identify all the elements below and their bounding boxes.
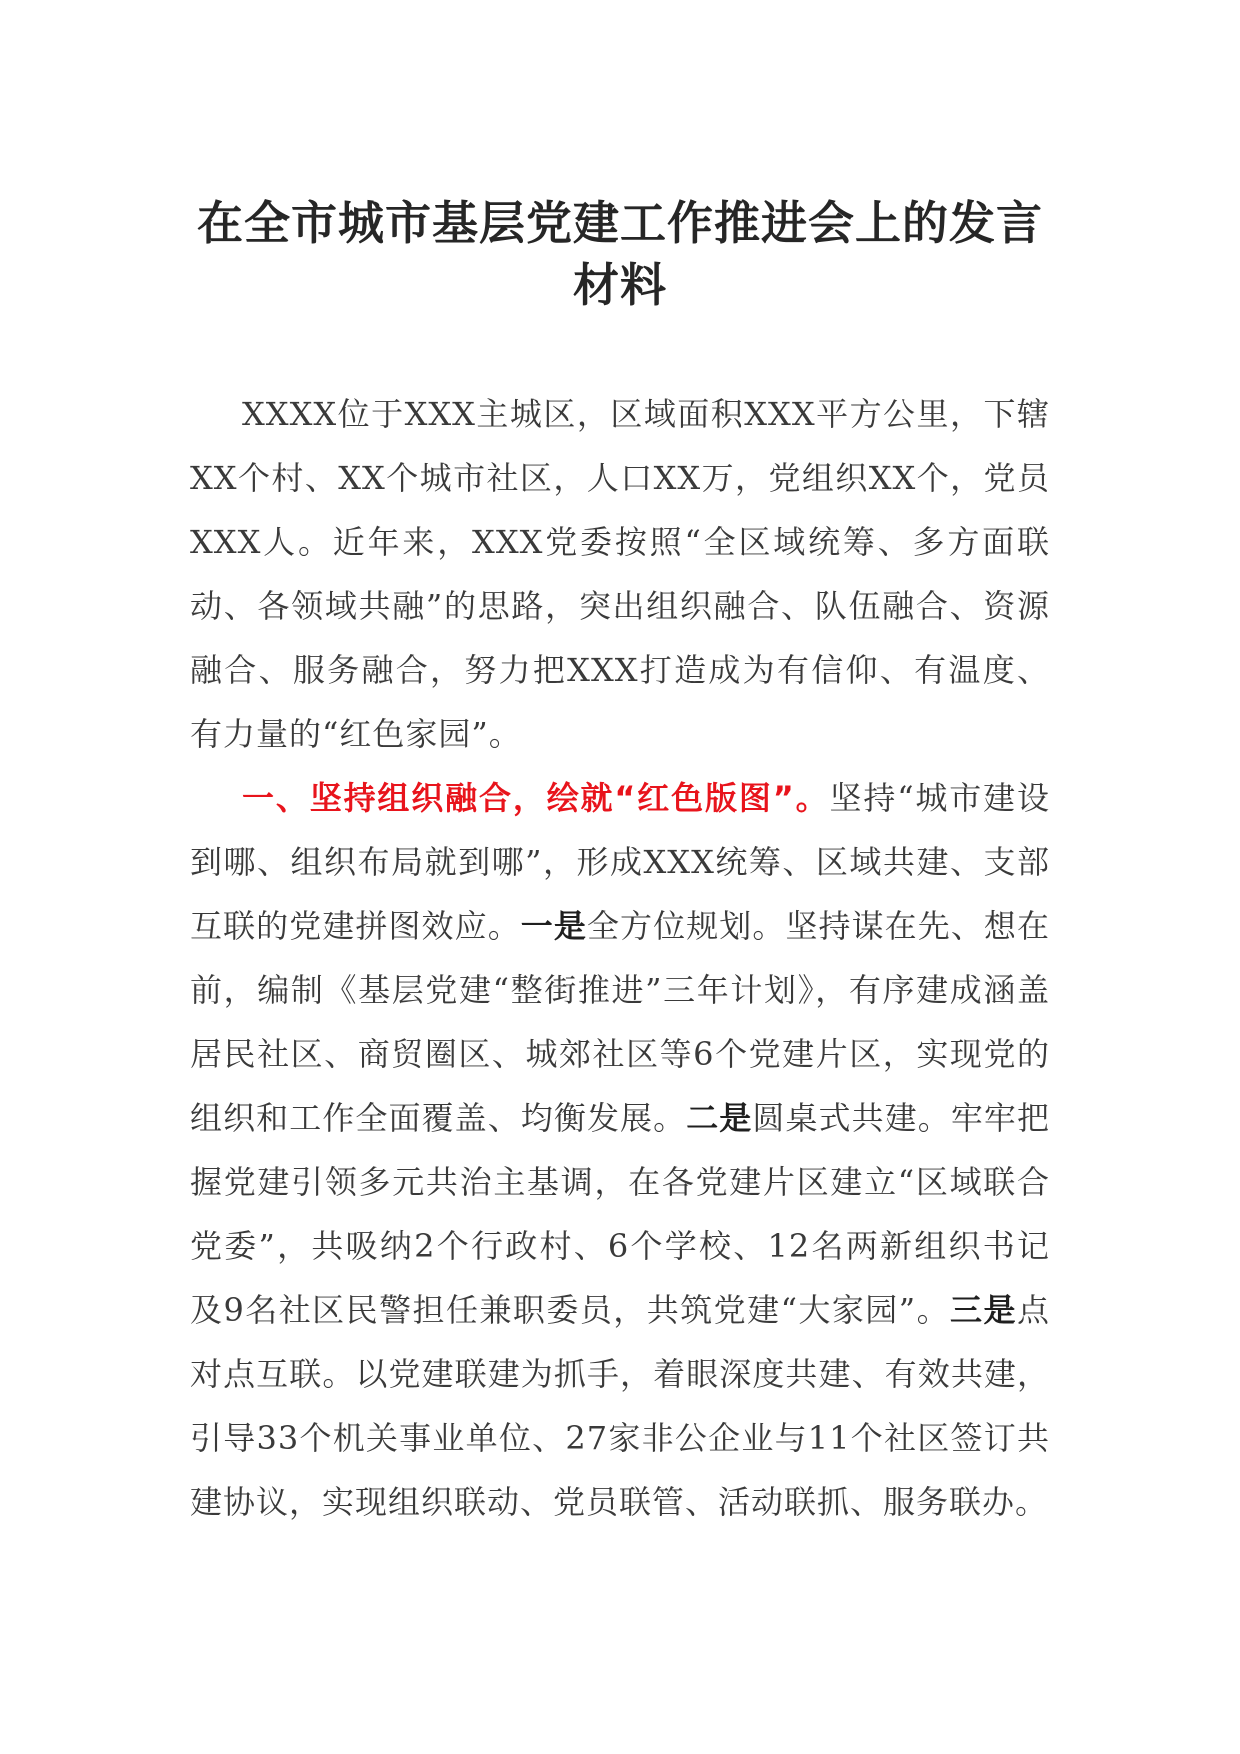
section-1-paragraph: [190, 766, 1050, 1534]
document-title-line1: 在全市城市基层党建工作推进会上的发言: [197, 196, 1043, 250]
document-title-line2: 材料: [573, 258, 667, 312]
section-1-text-c: 圆桌式共建。牢牢把握党建引领多元共治主基调，在各党建片区建立“区域联合党委”，共吸纳2个行政村、6个学校、12名两新组织书记及9名社区民警担任兼职委员，共筑党建“大家园”。: [190, 1099, 1050, 1329]
marker-second: 二是: [686, 1099, 753, 1137]
intro-paragraph: XXXX位于XXX主城区，区域面积XXX平方公里，下辖XX个村、XX个城市社区，人口XX万，党组织XX个，党员XXX人。近年来，XXX党委按照“全区域统筹、多方面联动、各领域共融”的思路，突出组织融合、队伍融合、资源融合、服务融合，努力把XXX打造成为有信仰、有温度、有力量的“红色家园”。: [190, 395, 1050, 753]
section-1-text-a: 坚持“城市建设到哪、组织布局就到哪”，形成XXX统筹、区域共建、支部互联的党建拼图效应。: [190, 779, 1050, 945]
section-1-heading: 一、坚持组织融合，绘就“红色版图”。: [242, 779, 830, 817]
section-1-text-d: 点对点互联。以党建联建为抓手，着眼深度共建、有效共建，引导33个机关事业单位、27家非公企业与11个社区签订共建协议，实现组织联动、党员联管、活动联抓、服务联办。: [190, 1291, 1050, 1521]
marker-first: 一是: [520, 907, 587, 945]
section-1-text-b: 全方位规划。坚持谋在先、想在前，编制《基层党建“整街推进”三年计划》，有序建成涵盖居民社区、商贸圈区、城郊社区等6个党建片区，实现党的组织和工作全面覆盖、均衡发展。: [190, 907, 1050, 1137]
marker-third: 三是: [950, 1291, 1017, 1329]
